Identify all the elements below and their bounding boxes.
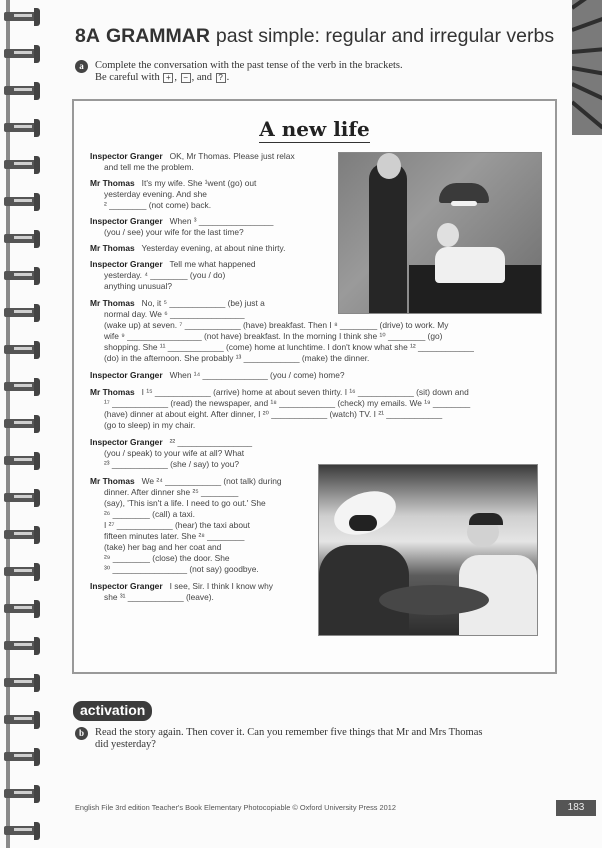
spiral-ring bbox=[4, 156, 40, 174]
dialogue-line: Mr Thomas Yesterday evening, at about nine thirty. bbox=[90, 243, 286, 253]
dialogue-line: I ²⁷ ____________ (hear) the taxi about bbox=[104, 520, 250, 530]
dialogue-line: ² ________ (not come) back. bbox=[104, 200, 212, 210]
exercise-a-instruction bbox=[75, 60, 403, 83]
dialogue-line: dinner. After dinner she ²⁵ ________ bbox=[104, 487, 239, 497]
spiral-ring bbox=[4, 526, 40, 544]
dialogue-line: (have) dinner at about eight. After dinner, I ²⁰ ____________ (watch) TV. I ²¹ ____________ bbox=[104, 409, 443, 419]
page-number: 183 bbox=[556, 800, 596, 816]
spiral-ring bbox=[4, 267, 40, 285]
instruction-line-1: Read the story again. Then cover it. Can you remember five things that Mr and Mrs Thomas bbox=[95, 727, 483, 738]
dialogue-line: ¹⁷ ____________ (read) the newspaper, and ¹⁸ ____________ (check) my emails. We ¹⁹ ________ bbox=[104, 398, 471, 408]
dialogue-line: (say), 'This isn't a life. I need to go out.' She bbox=[104, 498, 266, 508]
question-symbol-icon: ? bbox=[216, 73, 226, 83]
dialogue-line: (do) in the afternoon. She probably ¹³ ____________ (make) the dinner. bbox=[104, 353, 370, 363]
spiral-ring bbox=[4, 822, 40, 840]
dialogue-line: ³⁰ ________________ (not say) goodbye. bbox=[104, 564, 259, 574]
spiral-ring bbox=[4, 637, 40, 655]
spiral-ring bbox=[4, 378, 40, 396]
spiral-ring bbox=[4, 415, 40, 433]
dialogue-line: wife ⁹ ________________ (not have) breakfast. In the morning I think she ¹⁰ ________ (go) bbox=[104, 331, 443, 341]
dialogue-line: ²³ ____________ (she / say) to you? bbox=[104, 459, 240, 469]
spiral-ring bbox=[4, 119, 40, 137]
grammar-topic: past simple: regular and irregular verbs bbox=[215, 25, 555, 47]
spiral-ring bbox=[4, 82, 40, 100]
dialogue-line: fifteen minutes later. She ²⁸ ________ bbox=[104, 531, 245, 541]
dialogue-line: (you / speak) to your wife at all? What bbox=[104, 448, 245, 458]
dialogue-line: (wake up) at seven. ⁷ ____________ (have) breakfast. Then I ⁸ ________ (drive) to work. My bbox=[104, 320, 449, 330]
unit-code: 8A bbox=[75, 25, 100, 47]
dialogue-line: yesterday evening. And she bbox=[104, 189, 207, 199]
story-title: A new life bbox=[259, 117, 370, 141]
dialogue-line: Mr Thomas It's my wife. She ¹went (go) out bbox=[90, 178, 257, 188]
dialogue-line: Inspector Granger I see, Sir. I think I know why bbox=[90, 581, 273, 591]
dialogue-line: Inspector Granger OK, Mr Thomas. Please just relax bbox=[90, 151, 295, 161]
dialogue-line: Mr Thomas We ²⁴ ____________ (not talk) during bbox=[90, 476, 282, 486]
spiral-ring bbox=[4, 193, 40, 211]
copyright-footer: English File 3rd edition Teacher's Book Elementary Photocopiable © Oxford University Press 2012 bbox=[75, 803, 396, 812]
exercise-b-instruction bbox=[75, 727, 483, 750]
dialogue-line: normal day. We ⁶ ________________ bbox=[104, 309, 245, 319]
dialogue-line: Inspector Granger Tell me what happened bbox=[90, 259, 256, 269]
instruction-line-1: Complete the conversation with the past tense of the verb in the brackets. bbox=[95, 60, 403, 71]
spiral-ring bbox=[4, 230, 40, 248]
instruction-line-2: did yesterday? bbox=[95, 739, 156, 750]
dialogue-line: anything unusual? bbox=[104, 281, 172, 291]
dialogue-line: (go to sleep) in my chair. bbox=[104, 420, 196, 430]
spiral-ring bbox=[4, 8, 40, 26]
dialogue-line: she ³¹ ____________ (leave). bbox=[104, 592, 214, 602]
spiral-ring bbox=[4, 600, 40, 618]
spiral-ring bbox=[4, 489, 40, 507]
dialogue-line: Mr Thomas I ¹⁵ ____________ (arrive) home at about seven thirty. I ¹⁶ ____________ (sit) down and bbox=[90, 387, 469, 397]
dialogue-line: yesterday. ⁴ ________ (you / do) bbox=[104, 270, 226, 280]
dialogue-line: and tell me the problem. bbox=[104, 162, 194, 172]
dialogue-line: Mr Thomas No, it ⁵ ____________ (be) just a bbox=[90, 298, 265, 308]
spiral-ring bbox=[4, 341, 40, 359]
minus-symbol-icon: − bbox=[181, 73, 191, 83]
spiral-ring bbox=[4, 674, 40, 692]
spiral-ring bbox=[4, 711, 40, 729]
illustration-inspector-and-mr-thomas bbox=[338, 152, 542, 314]
section-label: GRAMMAR bbox=[105, 25, 210, 47]
dialogue-line: ²⁹ ________ (close) the door. She bbox=[104, 553, 230, 563]
exercise-b-badge: b bbox=[75, 727, 88, 740]
dialogue-line: shopping. She ¹¹ ____________ (come) home at lunchtime. I don't know what she ¹² ____________ bbox=[104, 342, 474, 352]
dialogue-line: (you / see) your wife for the last time? bbox=[104, 227, 244, 237]
instruction-line-2: Be careful with + , − , and ? . bbox=[95, 72, 230, 83]
dialogue-line: ²⁶ ________ (call) a taxi. bbox=[104, 509, 195, 519]
spiral-ring bbox=[4, 304, 40, 322]
dialogue-line: (take) her bag and her coat and bbox=[104, 542, 222, 552]
section-side-tab bbox=[572, 0, 602, 135]
dialogue-line: Inspector Granger ²² ________________ bbox=[90, 437, 253, 447]
dialogue-line: Inspector Granger When ¹⁴ ______________ (you / come) home? bbox=[90, 370, 345, 380]
spiral-ring bbox=[4, 452, 40, 470]
activation-label: activation bbox=[73, 701, 152, 721]
page-title bbox=[75, 25, 554, 48]
plus-symbol-icon: + bbox=[163, 73, 173, 83]
spiral-ring bbox=[4, 748, 40, 766]
spiral-ring bbox=[4, 45, 40, 63]
story-box bbox=[72, 99, 557, 674]
spiral-ring bbox=[4, 563, 40, 581]
exercise-a-badge: a bbox=[75, 60, 88, 73]
spiral-ring bbox=[4, 785, 40, 803]
illustration-mrs-thomas-on-holiday bbox=[318, 464, 538, 636]
spiral-binding bbox=[0, 0, 42, 848]
dialogue-line: Inspector Granger When ³ ________________ bbox=[90, 216, 274, 226]
